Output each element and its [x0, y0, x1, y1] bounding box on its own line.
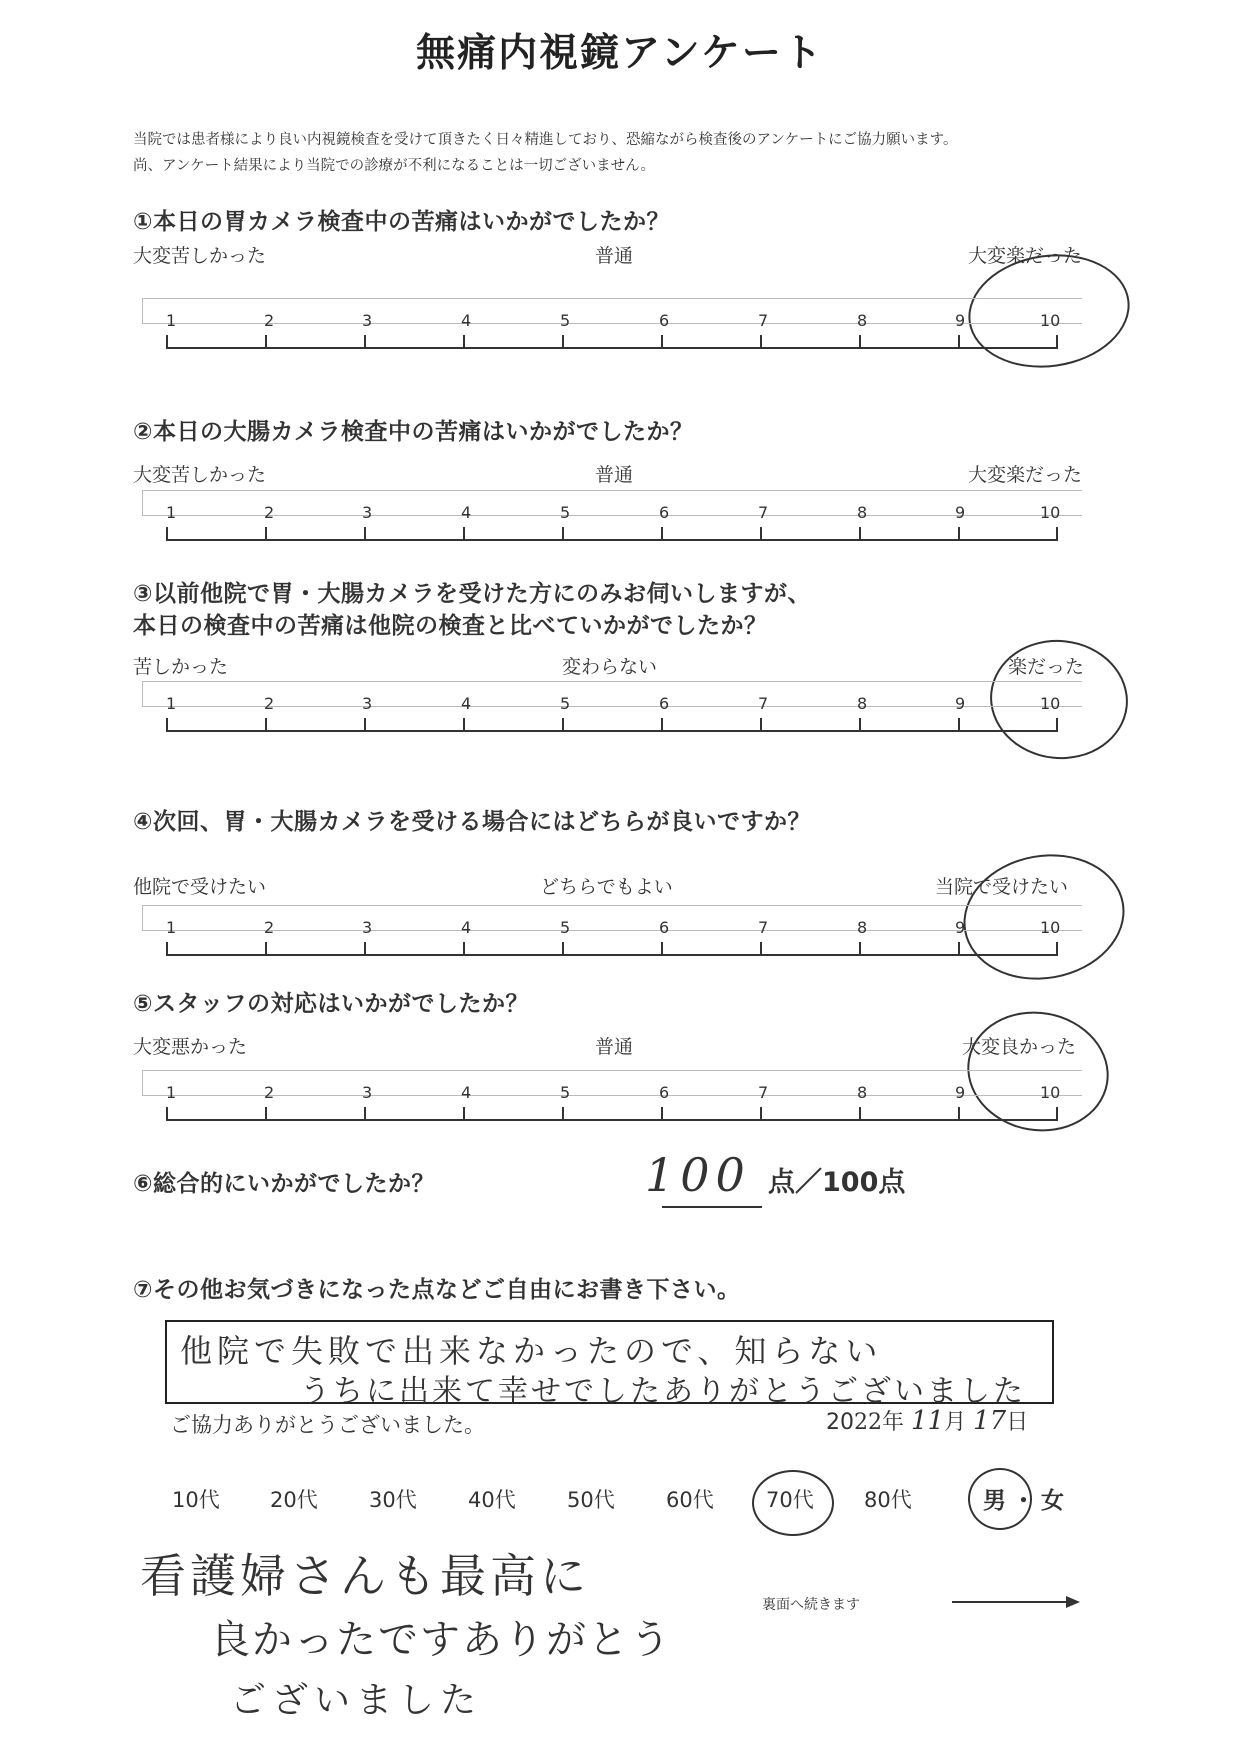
scale-tick — [364, 718, 366, 731]
scale-tick — [265, 1107, 267, 1120]
q6-handwritten-score: 100 — [645, 1148, 751, 1202]
scale-tick — [562, 718, 564, 731]
gender-selected-circle — [968, 1468, 1032, 1530]
scale-tick — [760, 527, 762, 540]
date-day-hand: 17 — [973, 1406, 1007, 1436]
scale-axis-line — [166, 954, 1058, 956]
q2-scale-number-4[interactable]: 4 — [461, 503, 472, 522]
age-option-70s[interactable]: 70代 — [766, 1488, 814, 1512]
q5-low-label: 大変悪かった — [133, 1036, 248, 1058]
scale-tick — [265, 335, 267, 348]
q1-scale-number-5[interactable]: 5 — [560, 311, 571, 330]
q4-scale-number-9[interactable]: 9 — [955, 918, 966, 937]
q1-low-label: 大変苦しかった — [133, 245, 267, 267]
scale-tick — [760, 942, 762, 955]
q5-scale-number-7[interactable]: 7 — [758, 1083, 769, 1102]
scale-box — [142, 490, 1082, 516]
arrow-right-icon — [952, 1594, 1082, 1610]
date-year-label: 年 — [882, 1410, 905, 1435]
q2-low-label: 大変苦しかった — [133, 464, 267, 486]
q4-scale-number-3[interactable]: 3 — [362, 918, 373, 937]
scale-tick — [661, 335, 663, 348]
q3-scale-number-7[interactable]: 7 — [758, 694, 769, 713]
q3-mid-label: 変わらない — [562, 656, 658, 678]
q5-scale-number-6[interactable]: 6 — [659, 1083, 670, 1102]
scale-tick — [265, 527, 267, 540]
scale-tick — [562, 1107, 564, 1120]
q4-mid-label: どちらでもよい — [540, 876, 673, 898]
q1-scale-number-4[interactable]: 4 — [461, 311, 472, 330]
scale-box — [142, 1070, 1082, 1096]
scale-tick — [1056, 335, 1058, 348]
question-1-title: ①本日の胃カメラ検査中の苦痛はいかがでしたか？ — [133, 209, 670, 235]
q2-scale-number-10[interactable]: 10 — [1040, 503, 1061, 522]
scale-axis-line — [166, 730, 1058, 732]
scale-tick — [859, 942, 861, 955]
scale-tick — [562, 942, 564, 955]
q5-scale-number-5[interactable]: 5 — [560, 1083, 571, 1102]
comment-line-1: 他院で失敗で出来なかったので、知らない — [180, 1332, 883, 1370]
scale-tick — [166, 718, 168, 731]
q1-scale-number-7[interactable]: 7 — [758, 311, 769, 330]
scale-box — [142, 681, 1082, 707]
scale-tick — [1056, 1107, 1058, 1120]
q4-scale-number-2[interactable]: 2 — [264, 918, 275, 937]
scale-tick — [1056, 718, 1058, 731]
scale-axis-line — [166, 347, 1058, 349]
q5-scale-number-8[interactable]: 8 — [857, 1083, 868, 1102]
q5-scale-number-1[interactable]: 1 — [166, 1083, 177, 1102]
q3-scale-number-9[interactable]: 9 — [955, 694, 966, 713]
age-option-30s[interactable]: 30代 — [369, 1488, 417, 1512]
q2-scale-number-1[interactable]: 1 — [166, 503, 177, 522]
scale-tick — [364, 1107, 366, 1120]
scale-tick — [958, 942, 960, 955]
q2-scale-number-7[interactable]: 7 — [758, 503, 769, 522]
scale-tick — [166, 1107, 168, 1120]
q3-scale-number-10[interactable]: 10 — [1040, 694, 1061, 713]
q5-scale-number-2[interactable]: 2 — [264, 1083, 275, 1102]
scale-tick — [463, 1107, 465, 1120]
intro-line-2: 尚、アンケート結果により当院での診療が不利になることは一切ございません。 — [133, 158, 655, 174]
gender-male[interactable]: 男 — [983, 1488, 1006, 1514]
handwritten-note-line-2: 良かったですありがとう — [210, 1617, 672, 1663]
scale-tick — [364, 335, 366, 348]
scale-tick — [463, 527, 465, 540]
q2-high-label: 大変楽だった — [968, 464, 1083, 486]
handwritten-note-line-1: 看護婦さんも最高に — [140, 1549, 590, 1603]
q3-scale-number-1[interactable]: 1 — [166, 694, 177, 713]
q2-mid-label: 普通 — [595, 464, 634, 486]
scale-tick — [166, 527, 168, 540]
q2-scale-number-8[interactable]: 8 — [857, 503, 868, 522]
scale-tick — [463, 942, 465, 955]
q2-scale-number-2[interactable]: 2 — [264, 503, 275, 522]
handwritten-note-line-3: ございました — [230, 1680, 483, 1721]
scale-box — [142, 905, 1082, 931]
scale-tick — [760, 1107, 762, 1120]
q4-scale-number-5[interactable]: 5 — [560, 918, 571, 937]
scale-tick — [1056, 527, 1058, 540]
gender-female[interactable]: 女 — [1041, 1488, 1064, 1514]
q1-scale-number-8[interactable]: 8 — [857, 311, 868, 330]
scale-tick — [859, 335, 861, 348]
thanks-text: ご協力ありがとうございました。 — [170, 1413, 485, 1437]
q3-high-label: 楽だった — [1008, 656, 1085, 678]
q2-scale-number-9[interactable]: 9 — [955, 503, 966, 522]
page-title: 無痛内視鏡アンケート — [416, 31, 824, 76]
scale-tick — [463, 718, 465, 731]
age-option-60s[interactable]: 60代 — [666, 1488, 714, 1512]
q3-scale-number-8[interactable]: 8 — [857, 694, 868, 713]
q3-scale-number-4[interactable]: 4 — [461, 694, 472, 713]
q4-low-label: 他院で受けたい — [133, 876, 267, 898]
q3-scale-number-2[interactable]: 2 — [264, 694, 275, 713]
scale-tick — [265, 718, 267, 731]
scale-tick — [562, 527, 564, 540]
q1-scale-number-3[interactable]: 3 — [362, 311, 373, 330]
scale-tick — [661, 718, 663, 731]
q1-scale-number-9[interactable]: 9 — [955, 311, 966, 330]
q5-mid-label: 普通 — [595, 1036, 634, 1058]
q1-scale-number-2[interactable]: 2 — [264, 311, 275, 330]
q5-scale-number-9[interactable]: 9 — [955, 1083, 966, 1102]
q1-high-label: 大変楽だった — [968, 245, 1083, 267]
age-option-50s[interactable]: 50代 — [567, 1488, 615, 1512]
q4-high-label: 当院で受けたい — [935, 876, 1069, 898]
q2-scale-number-3[interactable]: 3 — [362, 503, 373, 522]
scale-tick — [661, 527, 663, 540]
q4-scale-number-4[interactable]: 4 — [461, 918, 472, 937]
scale-tick — [859, 1107, 861, 1120]
scale-tick — [958, 527, 960, 540]
q5-scale-number-3[interactable]: 3 — [362, 1083, 373, 1102]
age-option-20s[interactable]: 20代 — [270, 1488, 318, 1512]
question-3-title-line2: 本日の検査中の苦痛は他院の検査と比べていかがでしたか？ — [133, 613, 768, 639]
q5-scale-number-4[interactable]: 4 — [461, 1083, 472, 1102]
scale-tick — [166, 942, 168, 955]
scale-tick — [166, 335, 168, 348]
age-option-10s[interactable]: 10代 — [172, 1488, 220, 1512]
q5-scale-number-10[interactable]: 10 — [1040, 1083, 1061, 1102]
scale-tick — [1056, 942, 1058, 955]
gender-separator: ・ — [1012, 1488, 1035, 1514]
q1-scale-number-10[interactable]: 10 — [1040, 311, 1061, 330]
scale-tick — [958, 1107, 960, 1120]
q4-scale-number-6[interactable]: 6 — [659, 918, 670, 937]
q6-score-suffix: 点／100点 — [768, 1167, 906, 1198]
scale-tick — [859, 718, 861, 731]
scale-tick — [859, 527, 861, 540]
scale-tick — [463, 335, 465, 348]
date-month-hand: 11 — [911, 1406, 945, 1436]
q4-scale-number-7[interactable]: 7 — [758, 918, 769, 937]
q4-scale-number-1[interactable]: 1 — [166, 918, 177, 937]
scale-axis-line — [166, 539, 1058, 541]
scale-tick — [661, 942, 663, 955]
age-option-80s[interactable]: 80代 — [864, 1488, 912, 1512]
scale-tick — [661, 1107, 663, 1120]
question-5-title: ⑤スタッフの対応はいかがでしたか？ — [133, 991, 529, 1017]
question-2-title: ②本日の大腸カメラ検査中の苦痛はいかがでしたか？ — [133, 419, 694, 445]
question-3-title-line1: ③以前他院で胃・大腸カメラを受けた方にのみお伺いしますが、 — [133, 581, 811, 607]
q1-scale-number-1[interactable]: 1 — [166, 311, 177, 330]
age-selected-circle — [752, 1470, 834, 1536]
scale-tick — [958, 335, 960, 348]
scale-tick — [760, 718, 762, 731]
comment-line-2: うちに出来て幸せでしたありがとうございました — [300, 1374, 1026, 1409]
date-field — [826, 1405, 1028, 1436]
scale-tick — [265, 942, 267, 955]
scale-tick — [562, 335, 564, 348]
date-year-hand: 22 — [854, 1410, 882, 1435]
question-6-title: ⑥総合的にいかがでしたか？ — [133, 1171, 435, 1197]
question-7-title: ⑦その他お気づきになった点などご自由にお書き下さい。 — [133, 1277, 741, 1303]
q3-scale-number-3[interactable]: 3 — [362, 694, 373, 713]
scale-tick — [364, 942, 366, 955]
q5-high-label: 大変良かった — [962, 1036, 1077, 1058]
scale-tick — [760, 335, 762, 348]
date-month-label: 月 — [944, 1410, 967, 1435]
age-option-40s[interactable]: 40代 — [468, 1488, 516, 1512]
q6-score-underline — [662, 1206, 762, 1208]
q2-scale-number-5[interactable]: 5 — [560, 503, 571, 522]
q3-scale-number-5[interactable]: 5 — [560, 694, 571, 713]
q3-scale-number-6[interactable]: 6 — [659, 694, 670, 713]
q1-scale-number-6[interactable]: 6 — [659, 311, 670, 330]
scale-box — [142, 298, 1082, 324]
q4-scale-number-10[interactable]: 10 — [1040, 918, 1061, 937]
question-4-title: ④次回、胃・大腸カメラを受ける場合にはどちらが良いですか？ — [133, 809, 811, 835]
q2-scale-number-6[interactable]: 6 — [659, 503, 670, 522]
continue-text: 裏面へ続きます — [762, 1597, 860, 1613]
intro-line-1: 当院では患者様により良い内視鏡検査を受けて頂きたく日々精進しており、恐縮ながら検査後のアンケートにご協力願います。 — [133, 132, 958, 148]
scale-tick — [958, 718, 960, 731]
scale-axis-line — [166, 1119, 1058, 1121]
date-year-prefix: 20 — [826, 1410, 854, 1435]
q4-scale-number-8[interactable]: 8 — [857, 918, 868, 937]
q3-low-label: 苦しかった — [133, 656, 229, 678]
scale-tick — [364, 527, 366, 540]
date-day-label: 日 — [1006, 1410, 1029, 1435]
q1-mid-label: 普通 — [595, 245, 634, 267]
